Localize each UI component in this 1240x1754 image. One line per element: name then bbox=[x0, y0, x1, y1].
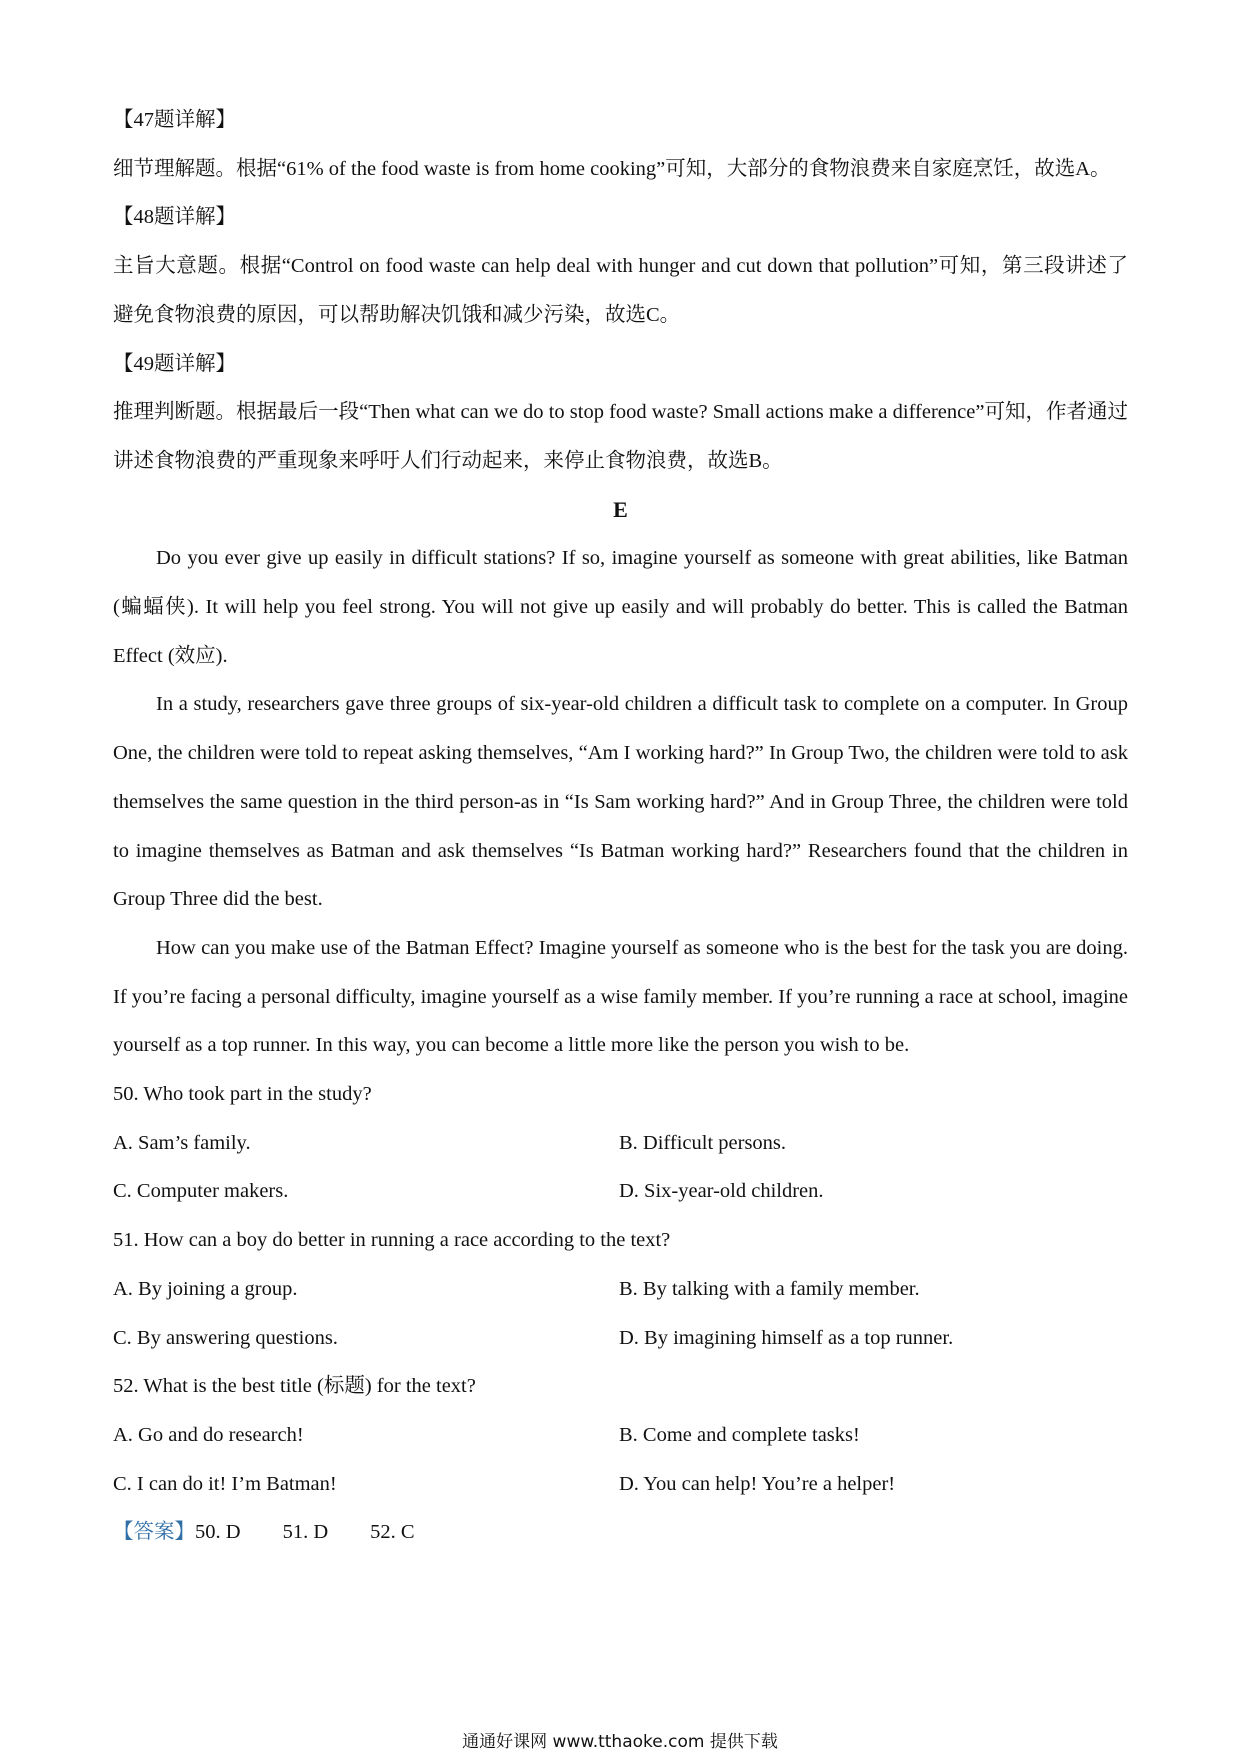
options-row bbox=[113, 1167, 1128, 1216]
answer-value: 52. C bbox=[370, 1521, 415, 1544]
option: B. By talking with a family member. bbox=[619, 1277, 920, 1300]
answer-label: 【答案】 bbox=[113, 1521, 195, 1544]
options-row bbox=[113, 1460, 1128, 1509]
answer-value: 51. D bbox=[282, 1521, 329, 1544]
explanation-text: 推理判断题。根据最后一段“Then what can we do to stop food waste? Small actions make a difference”可知，作者通过讲述食物浪费的严重现象来呼吁人们行动起来，来停止食物浪费，故选B。 bbox=[113, 401, 1128, 472]
explanation-heading: 【48题详解】 bbox=[113, 206, 236, 229]
explanation-text: 细节理解题。根据“61% of the food waste is from home cooking”可知，大部分的食物浪费来自家庭烹饪，故选A。 bbox=[113, 157, 1111, 180]
option: A. By joining a group. bbox=[113, 1277, 298, 1300]
option: C. Computer makers. bbox=[113, 1180, 289, 1203]
options-row bbox=[113, 1314, 1128, 1363]
option: C. By answering questions. bbox=[113, 1326, 338, 1349]
document-page bbox=[113, 96, 1128, 1557]
question: 52. What is the best title (标题) for the text? bbox=[113, 1375, 476, 1398]
option: D. By imagining himself as a top runner. bbox=[619, 1326, 954, 1349]
page-footer: 通通好课网 www.tthaoke.com 提供下载 bbox=[462, 1732, 778, 1752]
options-row bbox=[113, 1119, 1128, 1168]
passage-paragraph: Do you ever give up easily in difficult stations? If so, imagine yourself as someone with great abilities, like Batman (蝙蝠侠). It will help you feel strong. You will not give up easily and will probably do better. This is called the Batman Effect (效应). bbox=[113, 547, 1128, 667]
passage-paragraph: How can you make use of the Batman Effect? Imagine yourself as someone who is the best for the task you are doing. If you’re facing a personal difficulty, imagine yourself as a wise family member. If you’re running a race at school, imagine yourself as a top runner. In this way, you can become a little more like the person you wish to be. bbox=[113, 936, 1128, 1057]
option: C. I can do it! I’m Batman! bbox=[113, 1472, 337, 1495]
question: 50. Who took part in the study? bbox=[113, 1083, 372, 1106]
section-title: E bbox=[613, 496, 628, 522]
answer-value: 50. D bbox=[195, 1521, 241, 1544]
option: D. You can help! You’re a helper! bbox=[619, 1472, 896, 1495]
option: B. Difficult persons. bbox=[619, 1131, 787, 1154]
answer-line bbox=[113, 1508, 1128, 1557]
explanation-text: 主旨大意题。根据“Control on food waste can help deal with hunger and cut down that pollution”可知，第三段讲述了避免食物浪费的原因，可以帮助解决饥饿和减少污染，故选C。 bbox=[113, 255, 1128, 326]
option: A. Sam’s family. bbox=[113, 1131, 251, 1154]
explanation-heading: 【47题详解】 bbox=[113, 109, 236, 131]
question: 51. How can a boy do better in running a race according to the text? bbox=[113, 1229, 671, 1252]
options-row bbox=[113, 1265, 1128, 1314]
passage-paragraph: In a study, researchers gave three groups of six-year-old children a difficult task to complete on a computer. In Group One, the children were told to repeat asking themselves, “Am I working hard?” In Group Two, the children were told to ask themselves the same question in the third person-as in “Is Sam working hard?” And in Group Three, the children were told to imagine themselves as Batman and ask themselves “Is Batman working hard?” Researchers found that the children in Group Three did the best. bbox=[113, 693, 1128, 911]
options-row bbox=[113, 1411, 1128, 1460]
option: A. Go and do research! bbox=[113, 1423, 304, 1446]
explanation-heading: 【49题详解】 bbox=[113, 352, 236, 375]
option: B. Come and complete tasks! bbox=[619, 1423, 860, 1446]
option: D. Six-year-old children. bbox=[619, 1180, 824, 1203]
